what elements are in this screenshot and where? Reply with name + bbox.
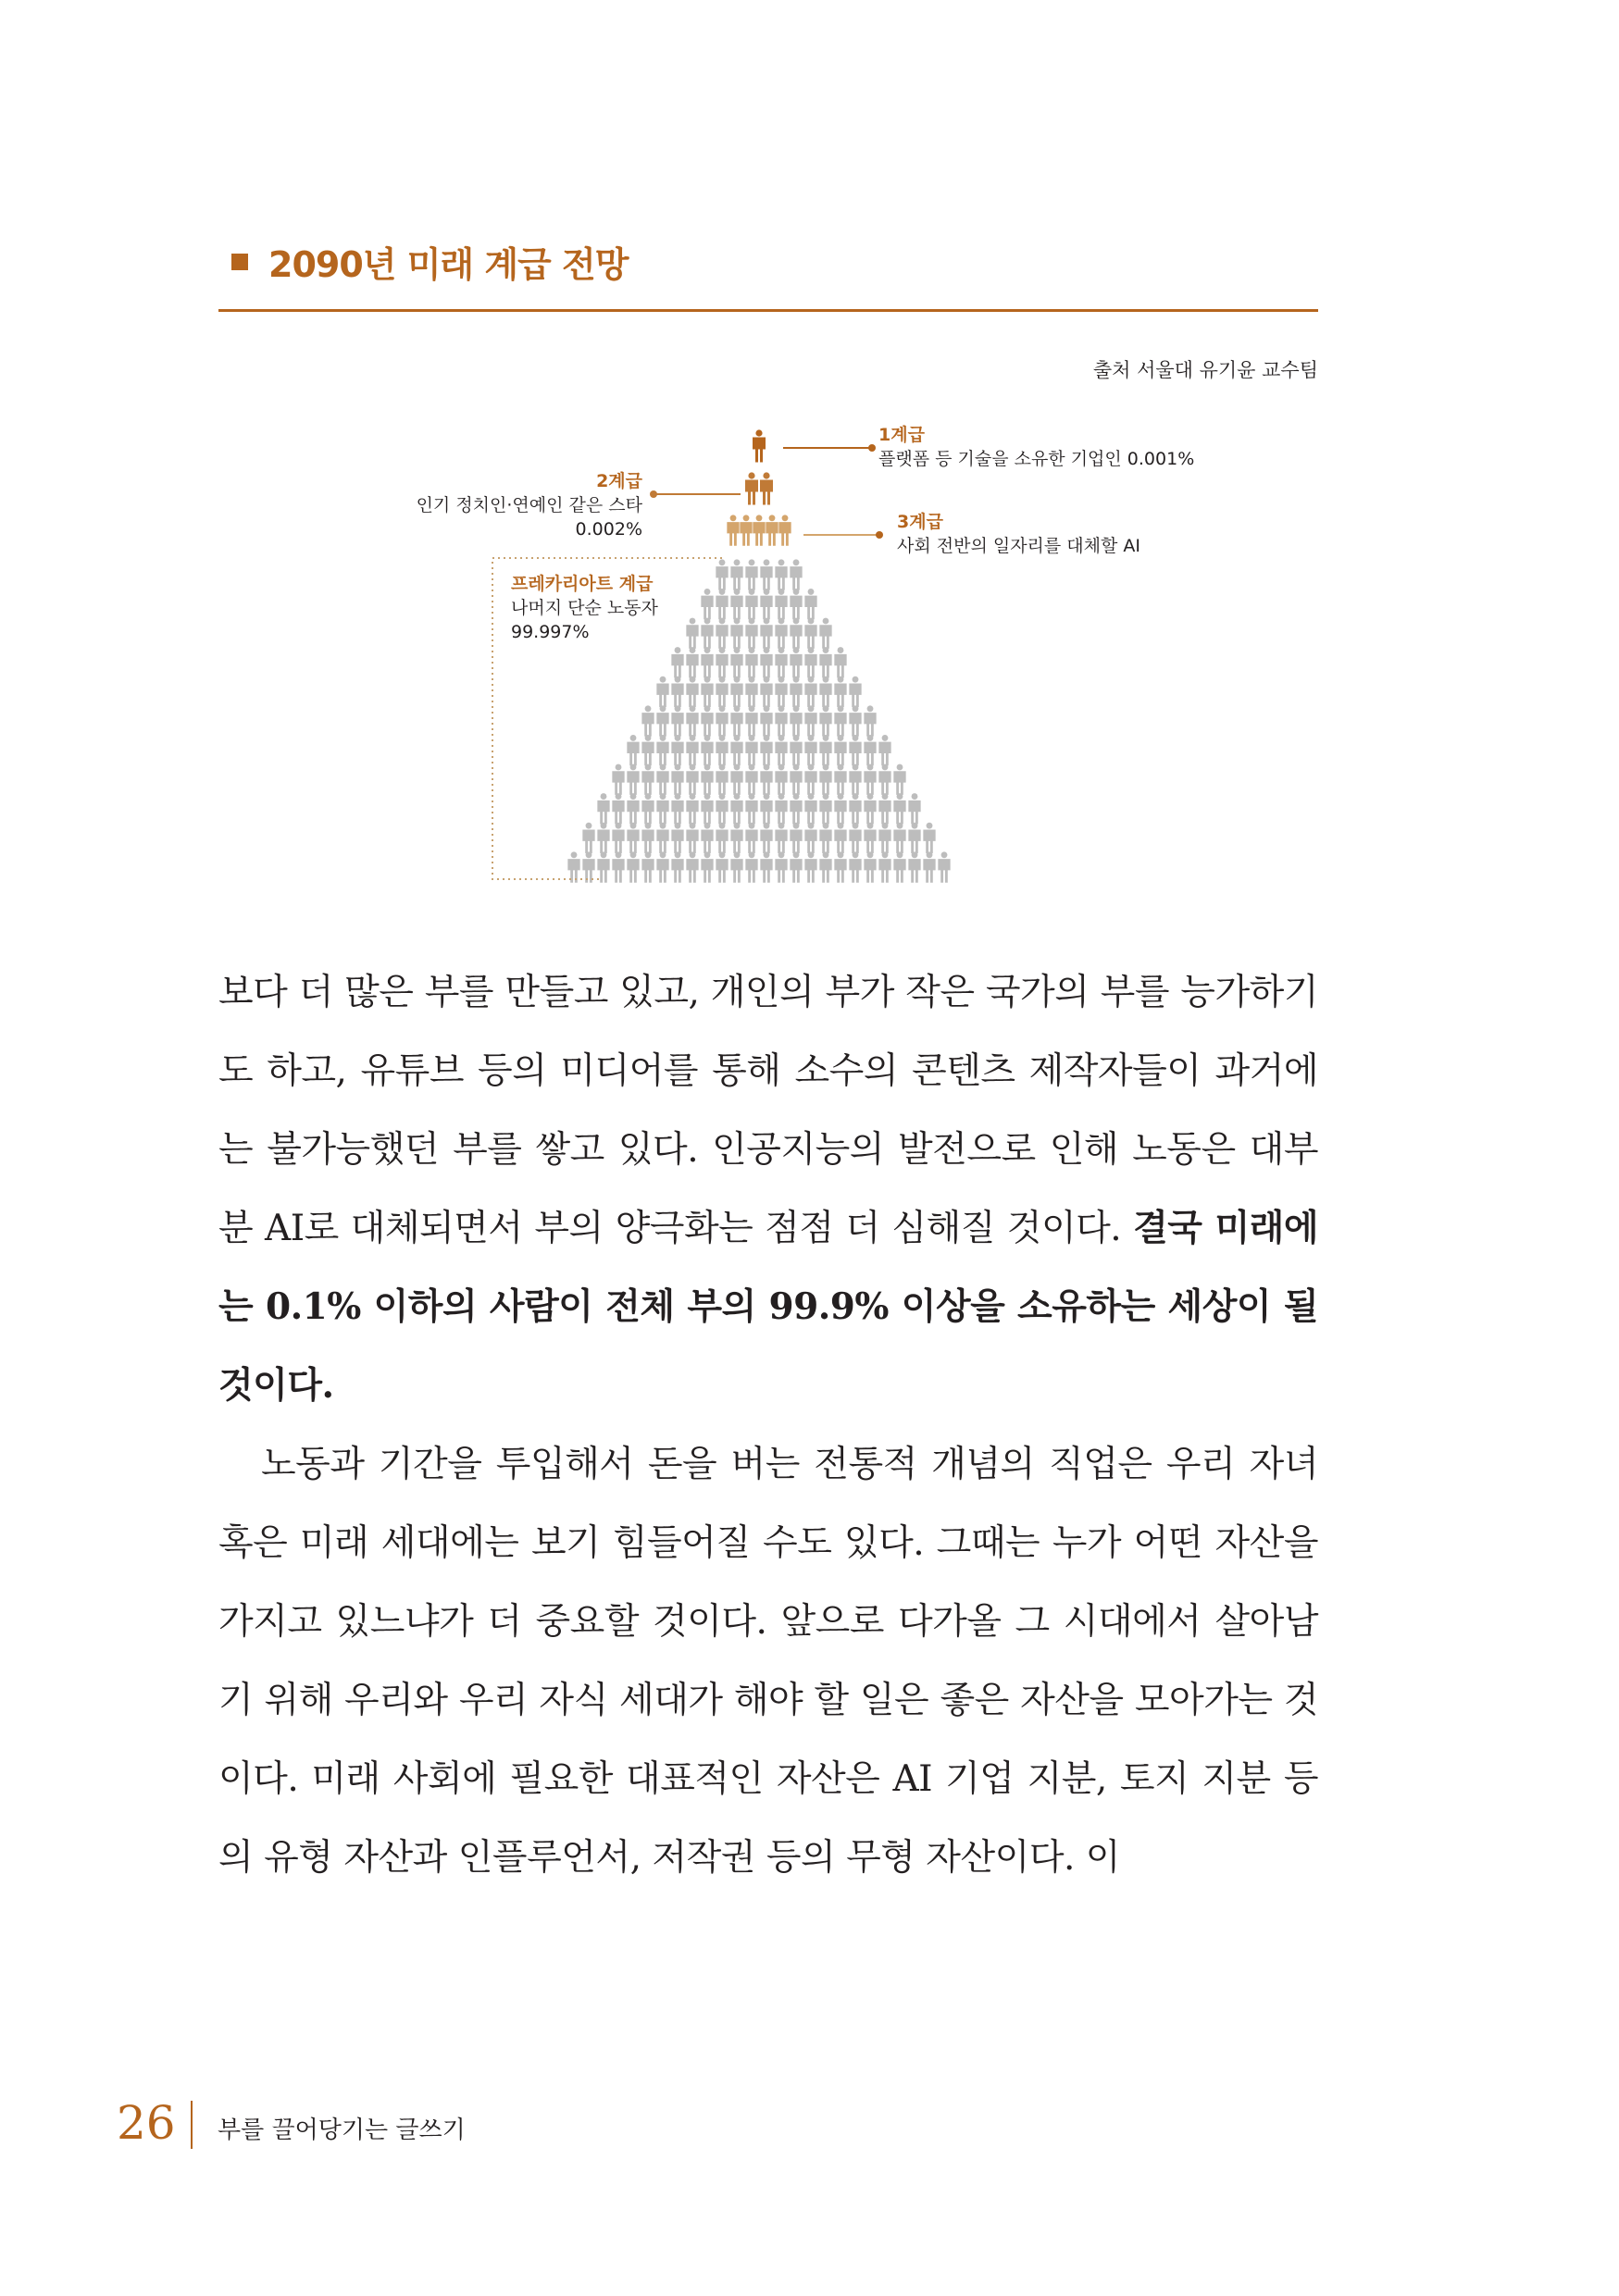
precariat-person-icon (864, 705, 876, 736)
precariat-label (511, 572, 658, 644)
precariat-person-icon (745, 735, 757, 765)
precariat-person-icon (612, 793, 624, 824)
tier3-person-icon (727, 515, 739, 545)
precariat-person-icon (567, 851, 579, 882)
precariat-person-icon (878, 735, 890, 765)
precariat-person-icon (671, 647, 683, 677)
tier1-title: 1계급 (878, 425, 925, 445)
precariat-person-icon (804, 589, 816, 619)
precariat-person-icon (641, 764, 654, 795)
tier3-person-icon (753, 515, 765, 545)
precariat-person-icon (656, 823, 668, 853)
precariat-person-icon (849, 705, 861, 736)
precariat-person-icon (730, 559, 742, 590)
tier3-person-icon (766, 515, 778, 545)
precariat-person-icon (790, 793, 802, 824)
precariat-person-icon (671, 823, 683, 853)
precariat-person-icon (834, 735, 846, 765)
body-text (218, 953, 1318, 1897)
tier3-person-icon (740, 515, 752, 545)
precariat-person-icon (878, 764, 890, 795)
precariat-person-icon (701, 793, 713, 824)
precariat-person-icon (849, 823, 861, 853)
precariat-person-icon (686, 764, 698, 795)
precariat-person-icon (597, 823, 609, 853)
precariat-person-icon (701, 823, 713, 853)
precariat-person-icon (834, 851, 846, 882)
precariat-person-icon (804, 676, 816, 707)
precariat-person-icon (671, 793, 683, 824)
precariat-person-icon (627, 793, 639, 824)
precariat-person-icon (775, 559, 787, 590)
precariat-person-icon (627, 735, 639, 765)
precariat-person-icon (745, 589, 757, 619)
precariat-person-icon (716, 647, 728, 677)
precariat-person-icon (893, 851, 905, 882)
tier3-person-icon (778, 515, 791, 545)
precariat-person-icon (834, 676, 846, 707)
precariat-person-icon (864, 735, 876, 765)
precariat-person-icon (730, 823, 742, 853)
precariat-person-icon (760, 764, 772, 795)
precariat-person-icon (716, 676, 728, 707)
paragraph-1-emphasis: 결국 미래에는 0.1% 이하의 사람이 전체 부의 99.9% 이상을 소유하는 세상이 될 것이다. (218, 1207, 1318, 1407)
precariat-person-icon (716, 705, 728, 736)
precariat-person-icon (819, 618, 831, 649)
tier1-connector-dot (868, 444, 876, 452)
precariat-person-icon (790, 735, 802, 765)
tier2-connector-dot (650, 490, 657, 498)
precariat-person-icon (834, 793, 846, 824)
precariat-person-icon (671, 676, 683, 707)
tier3-desc: 사회 전반의 일자리를 대체할 AI (897, 536, 1141, 556)
precariat-person-icon (834, 647, 846, 677)
precariat-person-icon (627, 764, 639, 795)
precariat-person-icon (716, 589, 728, 619)
precariat-person-icon (701, 647, 713, 677)
precariat-person-icon (775, 735, 787, 765)
precariat-person-icon (656, 793, 668, 824)
precariat-person-icon (775, 676, 787, 707)
precariat-person-icon (790, 851, 802, 882)
precariat-person-icon (849, 793, 861, 824)
tier1-desc: 플랫폼 등 기술을 소유한 기업인 0.001% (878, 449, 1195, 469)
precariat-person-icon (686, 618, 698, 649)
precariat-person-icon (730, 705, 742, 736)
precariat-person-icon (656, 735, 668, 765)
precariat-person-icon (641, 793, 654, 824)
precariat-person-icon (804, 851, 816, 882)
precariat-person-icon (701, 851, 713, 882)
precariat-person-icon (775, 618, 787, 649)
precariat-person-icon (745, 618, 757, 649)
precariat-person-icon (716, 735, 728, 765)
paragraph-1-text: 보다 더 많은 부를 만들고 있고, 개인의 부가 작은 국가의 부를 능가하기도 하고, 유튜브 등의 미디어를 통해 소수의 콘텐츠 제작자들이 과거에는 불가능했던 부를 쌓고 있다. 인공지능의 발전으로 인해 노동은 대부분 AI로 대체되면서 부의 양극화는 점점 더 심해질 것이다. (218, 972, 1318, 1249)
class-pyramid-infographic (0, 0, 1619, 925)
precariat-person-icon (908, 793, 920, 824)
precariat-person-icon (804, 647, 816, 677)
source-credit: 출처 서울대 유기윤 교수팀 (1092, 359, 1318, 381)
precariat-person-icon (656, 764, 668, 795)
precariat-person-icon (878, 793, 890, 824)
precariat-person-icon (656, 705, 668, 736)
precariat-person-icon (641, 705, 654, 736)
precariat-person-icon (819, 823, 831, 853)
precariat-person-icon (686, 735, 698, 765)
precariat-person-icon (656, 676, 668, 707)
tier3-connector-dot (876, 531, 883, 539)
page-number: 26 (117, 2096, 176, 2150)
precariat-person-icon (790, 559, 802, 590)
precariat-person-icon (612, 851, 624, 882)
precariat-person-icon (686, 793, 698, 824)
precariat-person-icon (790, 676, 802, 707)
precariat-person-icon (760, 705, 772, 736)
precariat-person-icon (686, 676, 698, 707)
footer-divider (191, 2101, 193, 2149)
tier2-desc: 인기 정치인·연예인 같은 스타 0.002% (416, 495, 642, 540)
precariat-person-icon (745, 823, 757, 853)
precariat-person-icon (908, 823, 920, 853)
precariat-person-icon (627, 851, 639, 882)
precariat-person-icon (893, 764, 905, 795)
precariat-person-icon (612, 764, 624, 795)
tier3-label (897, 510, 1140, 558)
precariat-person-icon (745, 559, 757, 590)
precariat-person-icon (775, 823, 787, 853)
precariat-person-icon (671, 735, 683, 765)
precariat-person-icon (760, 851, 772, 882)
precariat-person-icon (716, 851, 728, 882)
precariat-person-icon (656, 851, 668, 882)
precariat-person-icon (745, 676, 757, 707)
precariat-person-icon (834, 705, 846, 736)
precariat-person-icon (730, 676, 742, 707)
precariat-person-icon (790, 589, 802, 619)
precariat-person-icon (775, 764, 787, 795)
precariat-person-icon (804, 764, 816, 795)
precariat-person-icon (864, 764, 876, 795)
tier2-title: 2계급 (596, 471, 642, 491)
precariat-person-icon (730, 851, 742, 882)
precariat-person-icon (804, 735, 816, 765)
precariat-person-icon (790, 764, 802, 795)
precariat-person-icon (701, 705, 713, 736)
precariat-person-icon (804, 705, 816, 736)
tier2-person-icon (745, 472, 758, 504)
precariat-person-icon (804, 823, 816, 853)
precariat-person-icon (730, 764, 742, 795)
precariat-person-icon (671, 851, 683, 882)
precariat-person-icon (760, 676, 772, 707)
precariat-person-icon (641, 851, 654, 882)
precariat-person-icon (701, 618, 713, 649)
precariat-person-icon (716, 793, 728, 824)
precariat-person-icon (730, 793, 742, 824)
precariat-person-icon (671, 764, 683, 795)
precariat-person-icon (834, 764, 846, 795)
paragraph-1 (218, 953, 1318, 1425)
precariat-person-icon (716, 559, 728, 590)
precariat-person-icon (864, 823, 876, 853)
precariat-title: 프레카리아트 계급 (511, 574, 654, 594)
precariat-person-icon (819, 735, 831, 765)
precariat-person-icon (908, 851, 920, 882)
precariat-person-icon (775, 647, 787, 677)
precariat-person-icon (760, 793, 772, 824)
precariat-person-icon (760, 735, 772, 765)
precariat-person-icon (864, 793, 876, 824)
precariat-person-icon (730, 647, 742, 677)
precariat-person-icon (819, 705, 831, 736)
precariat-person-icon (819, 676, 831, 707)
precariat-person-icon (701, 735, 713, 765)
precariat-person-icon (760, 647, 772, 677)
precariat-person-icon (760, 823, 772, 853)
precariat-person-icon (730, 735, 742, 765)
precariat-person-icon (819, 793, 831, 824)
tier2-person-icon (760, 472, 773, 504)
precariat-person-icon (745, 764, 757, 795)
precariat-person-icon (730, 589, 742, 619)
precariat-person-icon (701, 764, 713, 795)
precariat-person-icon (775, 705, 787, 736)
precariat-person-icon (760, 559, 772, 590)
tier1-person-icon (753, 429, 766, 462)
precariat-person-icon (686, 823, 698, 853)
precariat-person-icon (819, 851, 831, 882)
precariat-person-icon (597, 793, 609, 824)
precariat-person-icon (923, 851, 935, 882)
tier3-title: 3계급 (897, 512, 943, 532)
section-title: 2090년 미래 계급 전망 (268, 244, 629, 285)
precariat-person-icon (716, 823, 728, 853)
precariat-person-icon (597, 851, 609, 882)
paragraph-2: 노동과 기간을 투입해서 돈을 버는 전통적 개념의 직업은 우리 자녀 혹은 미래 세대에는 보기 힘들어질 수도 있다. 그때는 누가 어떤 자산을 가지고 있느냐가 더 중요할 것이다. 앞으로 다가올 그 시대에서 살아남기 위해 우리와 우리 자식 세대가 해야 할 일은 좋은 자산을 모아가는 것이다. 미래 사회에 필요한 대표적인 자산은 AI 기업 지분, 토지 지분 등의 유형 자산과 인플루언서, 저작권 등의 무형 자산이다. 이 (218, 1444, 1318, 1879)
precariat-person-icon (819, 647, 831, 677)
precariat-person-icon (701, 589, 713, 619)
precariat-person-icon (893, 823, 905, 853)
precariat-person-icon (612, 823, 624, 853)
precariat-person-icon (671, 705, 683, 736)
precariat-person-icon (804, 618, 816, 649)
precariat-person-icon (804, 793, 816, 824)
precariat-person-icon (641, 823, 654, 853)
precariat-person-icon (790, 618, 802, 649)
precariat-person-icon (834, 823, 846, 853)
precariat-person-icon (790, 647, 802, 677)
precariat-person-icon (745, 647, 757, 677)
precariat-person-icon (686, 647, 698, 677)
precariat-person-icon (701, 676, 713, 707)
precariat-person-icon (849, 764, 861, 795)
precariat-person-icon (775, 793, 787, 824)
precariat-person-icon (627, 823, 639, 853)
precariat-person-icon (893, 793, 905, 824)
precariat-person-icon (716, 618, 728, 649)
precariat-desc: 나머지 단순 노동자 (511, 598, 658, 618)
precariat-person-icon (923, 823, 935, 853)
precariat-person-icon (790, 823, 802, 853)
precariat-person-icon (849, 851, 861, 882)
precariat-person-icon (760, 618, 772, 649)
precariat-person-icon (790, 705, 802, 736)
book-title: 부를 끌어당기는 글쓰기 (218, 2116, 466, 2144)
precariat-person-icon (745, 705, 757, 736)
precariat-person-icon (864, 851, 876, 882)
precariat-person-icon (686, 851, 698, 882)
precariat-person-icon (641, 735, 654, 765)
tier1-label (878, 423, 1194, 471)
precariat-percent: 99.997% (511, 622, 590, 642)
precariat-person-icon (582, 851, 594, 882)
tier2-label (346, 469, 642, 541)
precariat-person-icon (582, 823, 594, 853)
precariat-person-icon (878, 823, 890, 853)
precariat-person-icon (849, 735, 861, 765)
precariat-person-icon (878, 851, 890, 882)
precariat-person-icon (760, 589, 772, 619)
precariat-person-icon (775, 589, 787, 619)
precariat-person-icon (716, 764, 728, 795)
precariat-person-icon (819, 764, 831, 795)
precariat-person-icon (938, 851, 950, 882)
precariat-person-icon (775, 851, 787, 882)
precariat-person-icon (730, 618, 742, 649)
precariat-person-icon (849, 676, 861, 707)
precariat-person-icon (686, 705, 698, 736)
precariat-person-icon (745, 793, 757, 824)
precariat-person-icon (745, 851, 757, 882)
